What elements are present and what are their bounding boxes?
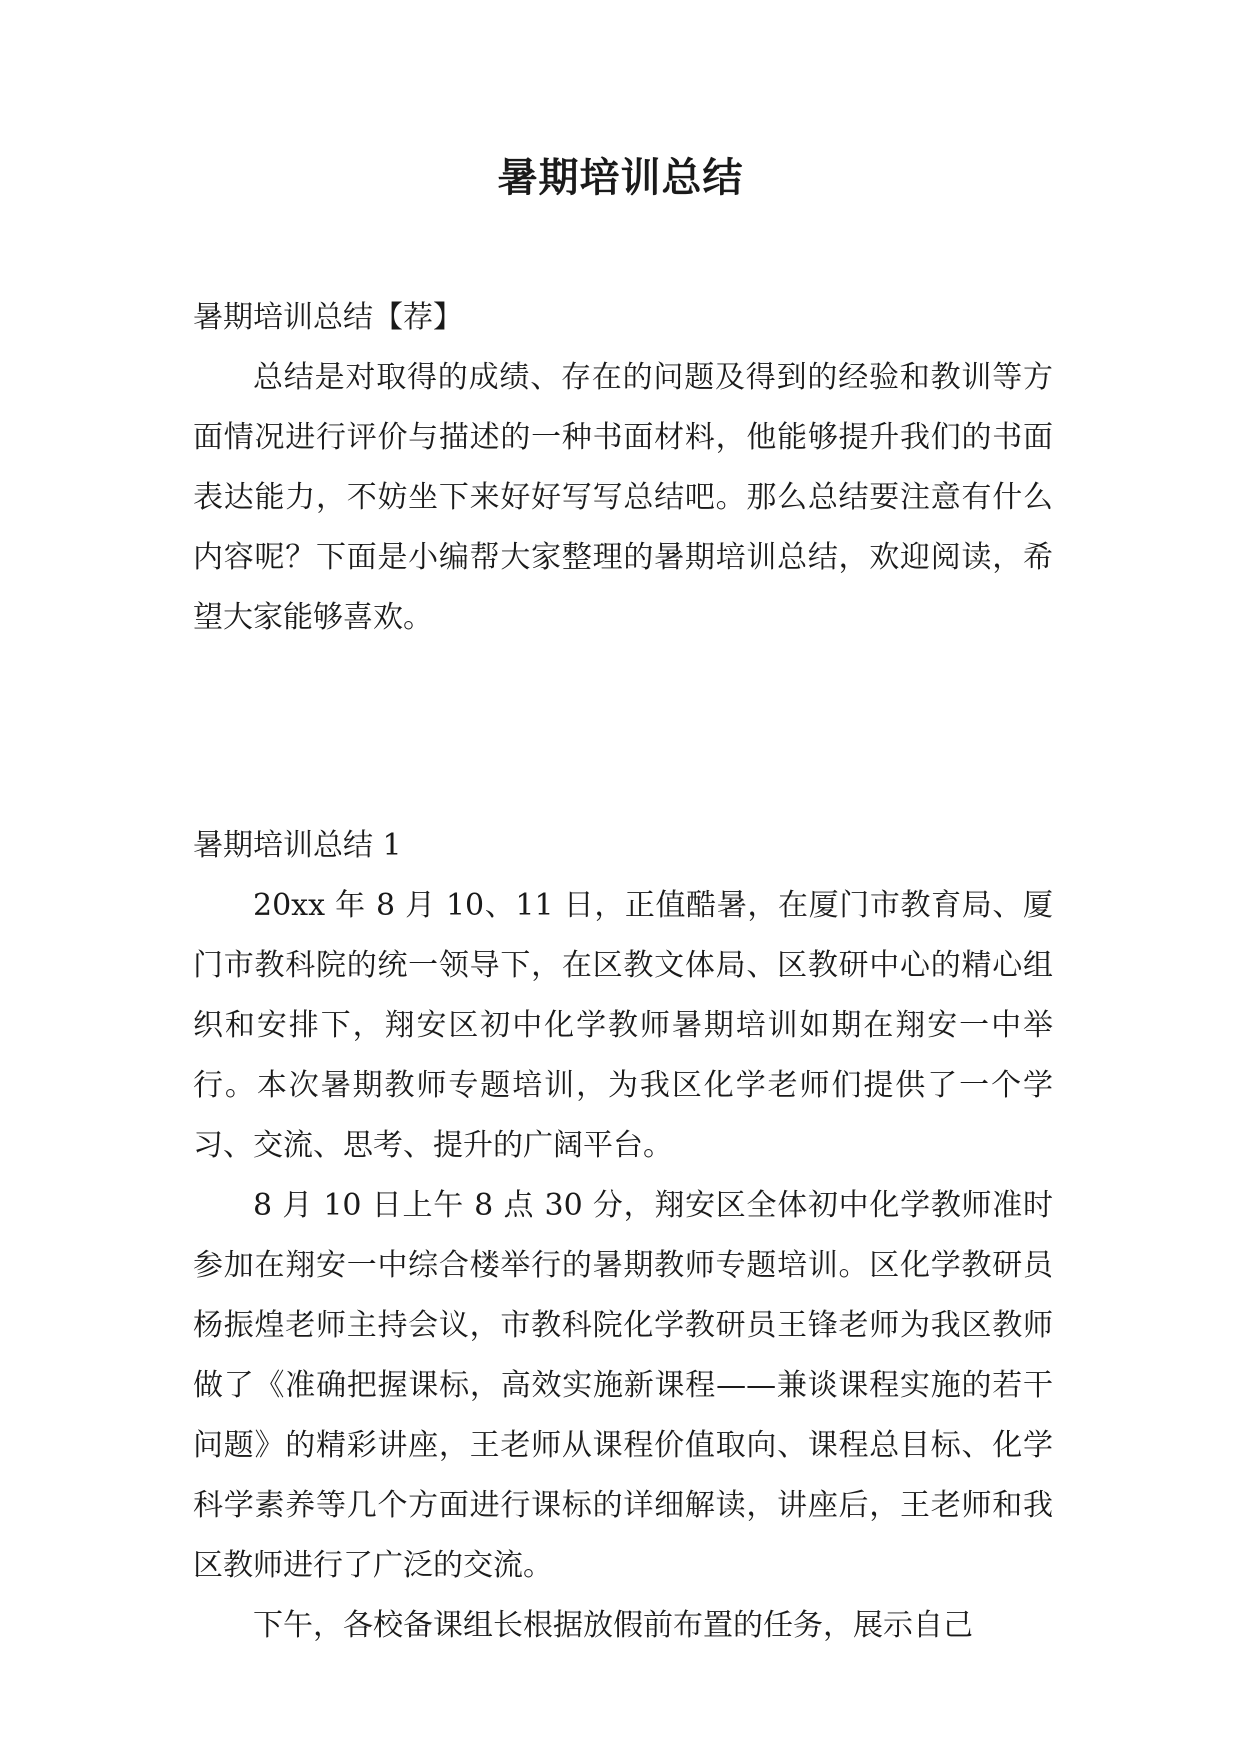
section1-paragraph-3: 下午，各校备课组长根据放假前布置的任务，展示自己 (253, 1608, 973, 1643)
section1-heading: 暑期培训总结 1 (193, 828, 402, 863)
intro-paragraph: 总结是对取得的成绩、存在的问题及得到的经验和教训等方面情况进行评价与描述的一种书面材料，他能够提升我们的书面表达能力，不妨坐下来好好写写总结吧。那么总结要注意有什么内容呢？下面是小编帮大家整理的暑期培训总结，欢迎阅读，希望大家能够喜欢。 (193, 360, 1053, 635)
intro-heading: 暑期培训总结【荐】 (193, 300, 463, 335)
document-body (193, 288, 1053, 1656)
section-spacer (193, 648, 1053, 816)
section1-paragraph-2: 8 月 10 日上午 8 点 30 分，翔安区全体初中化学教师准时参加在翔安一中综合楼举行的暑期教师专题培训。区化学教研员杨振煌老师主持会议，市教科院化学教研员王锋老师为我区教师做了《准确把握课标，高效实施新课程——兼谈课程实施的若干问题》的精彩讲座，王老师从课程价值取向、课程总目标、化学科学素养等几个方面进行课标的详细解读，讲座后，王老师和我区教师进行了广泛的交流。 (193, 1188, 1053, 1583)
document-title: 暑期培训总结 (497, 154, 744, 201)
section1-paragraph-1: 20xx 年 8 月 10、11 日，正值酷暑，在厦门市教育局、厦门市教科院的统一领导下，在区教文体局、区教研中心的精心组织和安排下，翔安区初中化学教师暑期培训如期在翔安一中举行。本次暑期教师专题培训，为我区化学老师们提供了一个学习、交流、思考、提升的广阔平台。 (193, 888, 1053, 1163)
